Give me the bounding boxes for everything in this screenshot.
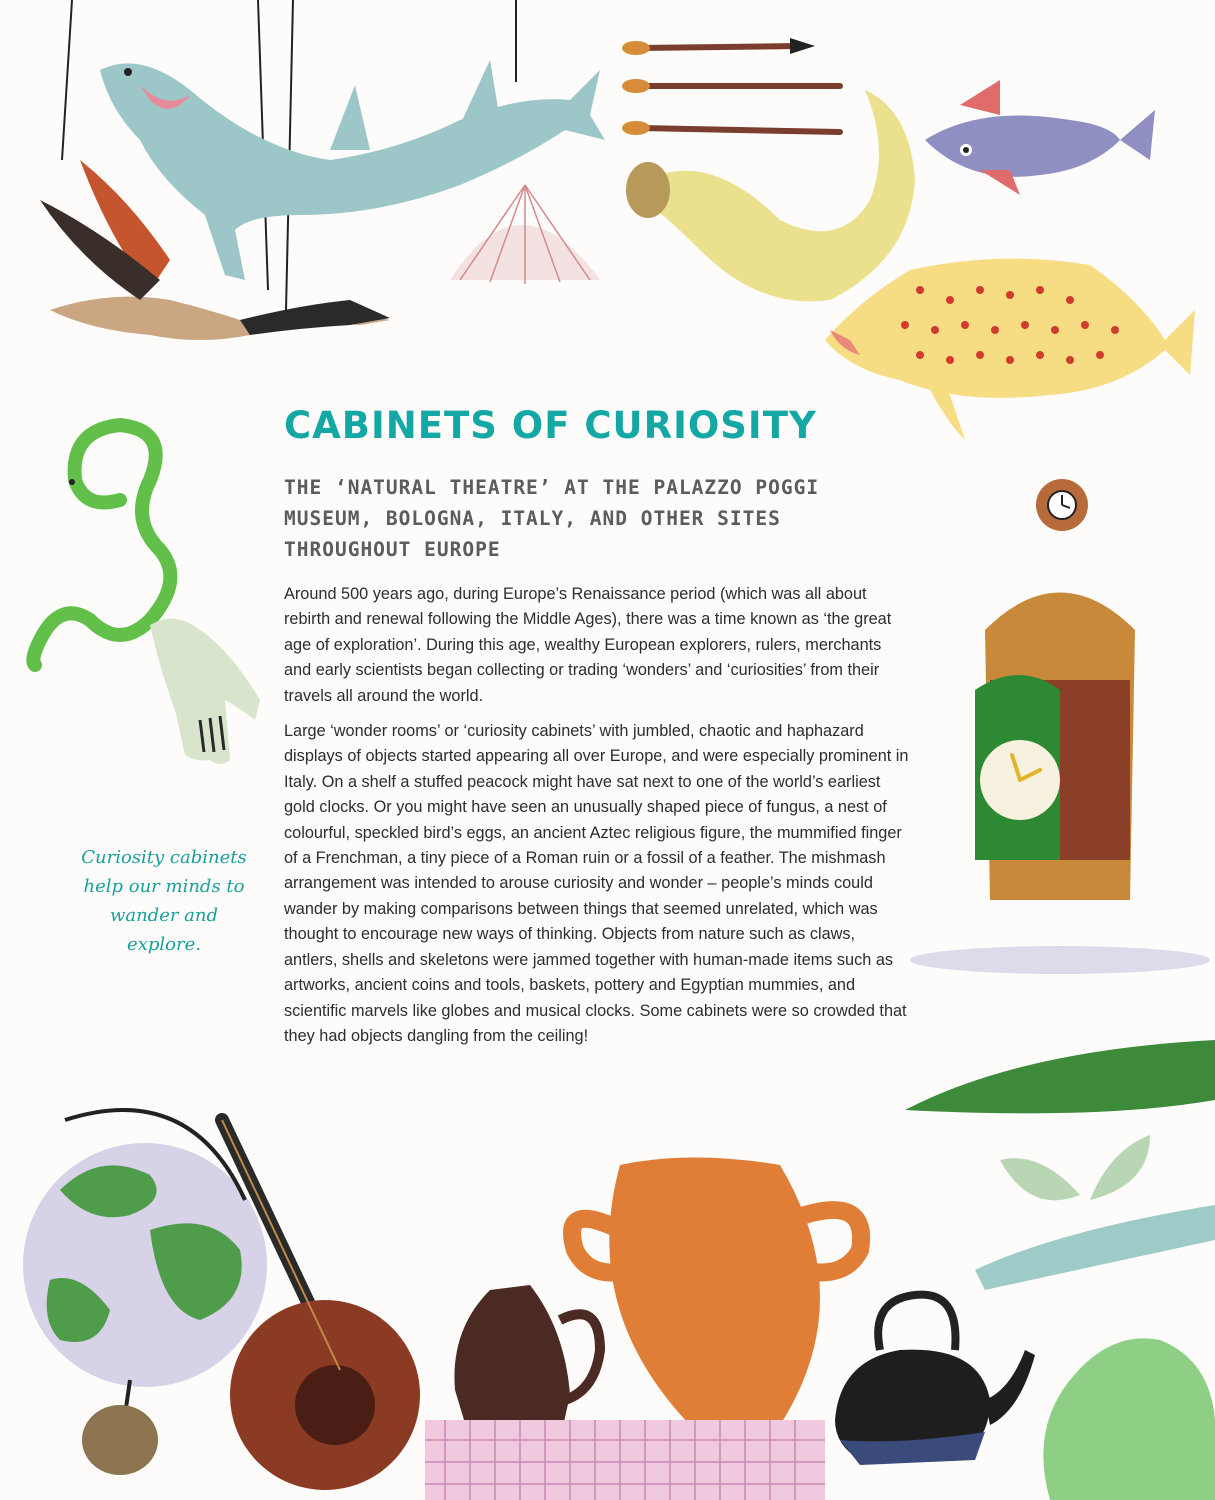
- shell-illustration: [450, 185, 600, 284]
- page-title: CABINETS OF CURIOSITY: [284, 404, 817, 447]
- snake-illustration: [33, 425, 170, 665]
- arrow-fletchings: [622, 41, 650, 135]
- tablecloth-illustration: [425, 1420, 825, 1500]
- kettle-illustration: [835, 1295, 1035, 1465]
- fish-illustration: [925, 80, 1155, 195]
- glove-illustration: [150, 619, 260, 764]
- dragonfly-illustration: [975, 1135, 1215, 1290]
- horn-illustration: [626, 90, 915, 301]
- body-text: [284, 582, 909, 1059]
- arrowhead: [790, 38, 815, 54]
- leaf-illustration: [905, 1040, 1215, 1113]
- arrows-illustration: [640, 46, 840, 132]
- vase-illustration: [572, 1158, 861, 1426]
- page-subtitle: THE ‘NATURAL THEATRE’ AT THE PALAZZO POGGI MUSEUM, BOLOGNA, ITALY, AND OTHER SITES THROUGHOUT EUROPE: [284, 476, 820, 561]
- paragraph-2: Large ‘wonder rooms’ or ‘curiosity cabinets’ with jumbled, chaotic and haphazard displays of objects started appearing all over Europe, and were especially prominent in Italy. On a shelf a stuffed peacock might have sat next to one of the world’s earliest gold clocks. Or you might have seen an unusually shaped piece of fungus, a nest of colourful, speckled bird’s eggs, an ancient Aztec religious figure, the mummified finger of a Frenchman, a tiny piece of a Roman ruin or a fossil of a feather. The mishmash arrangement was intended to arouse curiosity and wonder – people’s minds could wander by making comparisons between things that seemed unrelated, which was thought to encourage new ways of thinking. Objects from nature such as claws, antlers, shells and skeletons were jammed together with human-made items such as artworks, ancient coins and tools, baskets, pottery and Egyptian mummies, and scientific marvels like globes and musical clocks. Some cabinets were so crowded that they had objects dangling from the ceiling!: [284, 722, 909, 1045]
- spotted-fish-illustration: [825, 259, 1195, 440]
- side-note: Curiosity cabinets help our minds to wander and explore.: [81, 847, 247, 955]
- globe-illustration: [23, 1110, 267, 1475]
- clock-illustration: [910, 479, 1210, 974]
- jug-illustration: [454, 1285, 600, 1440]
- paragraph-1: Around 500 years ago, during Europe’s Renaissance period (which was all about rebirth and renewal following the Middle Ages), there was a time known as ‘the great age of exploration’. During this age, wealthy European explorers, rulers, merchants and early scientists began collecting or trading ‘wonders’ and ‘curiosities’ from their travels all around the world.: [284, 585, 892, 705]
- coral-illustration: [1043, 1338, 1215, 1500]
